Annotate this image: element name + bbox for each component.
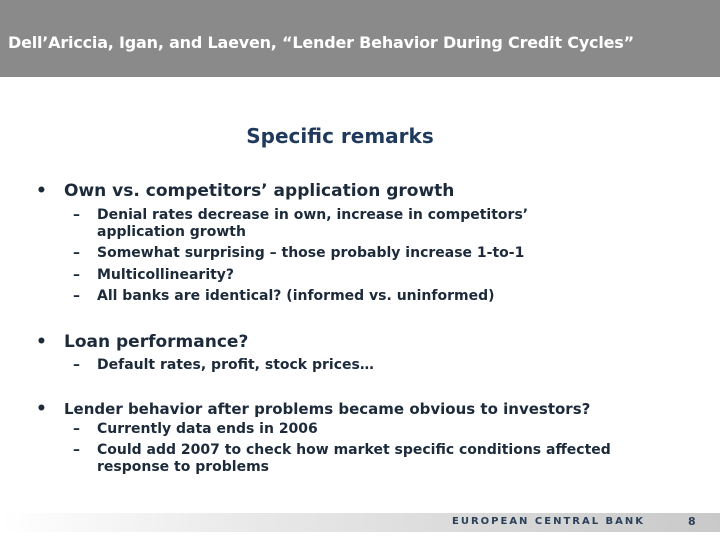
slide-title: Specific remarks xyxy=(246,124,434,148)
page-number: 8 xyxy=(688,515,696,528)
point-3-text: Lender behavior after problems became obvious to investors? xyxy=(64,400,591,418)
point-1-sub-4: All banks are identical? (informed vs. uninformed) xyxy=(97,288,495,304)
point-1-sub-3: Multicollinearity? xyxy=(97,267,235,283)
point-2-sub-1: Default rates, profit, stock prices… xyxy=(97,357,374,373)
header-bar xyxy=(0,0,720,77)
dash-icon: – xyxy=(73,357,80,373)
point-1-sub-1: Denial rates decrease in own, increase in competitors’ application growth xyxy=(97,207,529,240)
point-1-text: Own vs. competitors’ application growth xyxy=(64,181,455,201)
dash-icon: – xyxy=(73,421,80,437)
dash-icon: – xyxy=(73,207,80,223)
dash-icon: – xyxy=(73,267,80,283)
dash-icon: – xyxy=(73,442,80,458)
dash-icon: – xyxy=(73,245,80,261)
bullet-icon: • xyxy=(36,332,47,352)
footer-brand: EUROPEAN CENTRAL BANK xyxy=(452,516,646,527)
point-3-sub-2: Could add 2007 to check how market specific conditions affected response to problems xyxy=(97,442,611,475)
bullet-icon: • xyxy=(36,399,47,419)
dash-icon: – xyxy=(73,288,80,304)
point-3-sub-1: Currently data ends in 2006 xyxy=(97,421,318,437)
point-2-text: Loan performance? xyxy=(64,332,249,352)
point-1-sub-2: Somewhat surprising – those probably increase 1-to-1 xyxy=(97,245,525,261)
header-title: Dell’Ariccia, Igan, and Laeven, “Lender Behavior During Credit Cycles” xyxy=(8,33,634,52)
bullet-icon: • xyxy=(36,181,47,201)
